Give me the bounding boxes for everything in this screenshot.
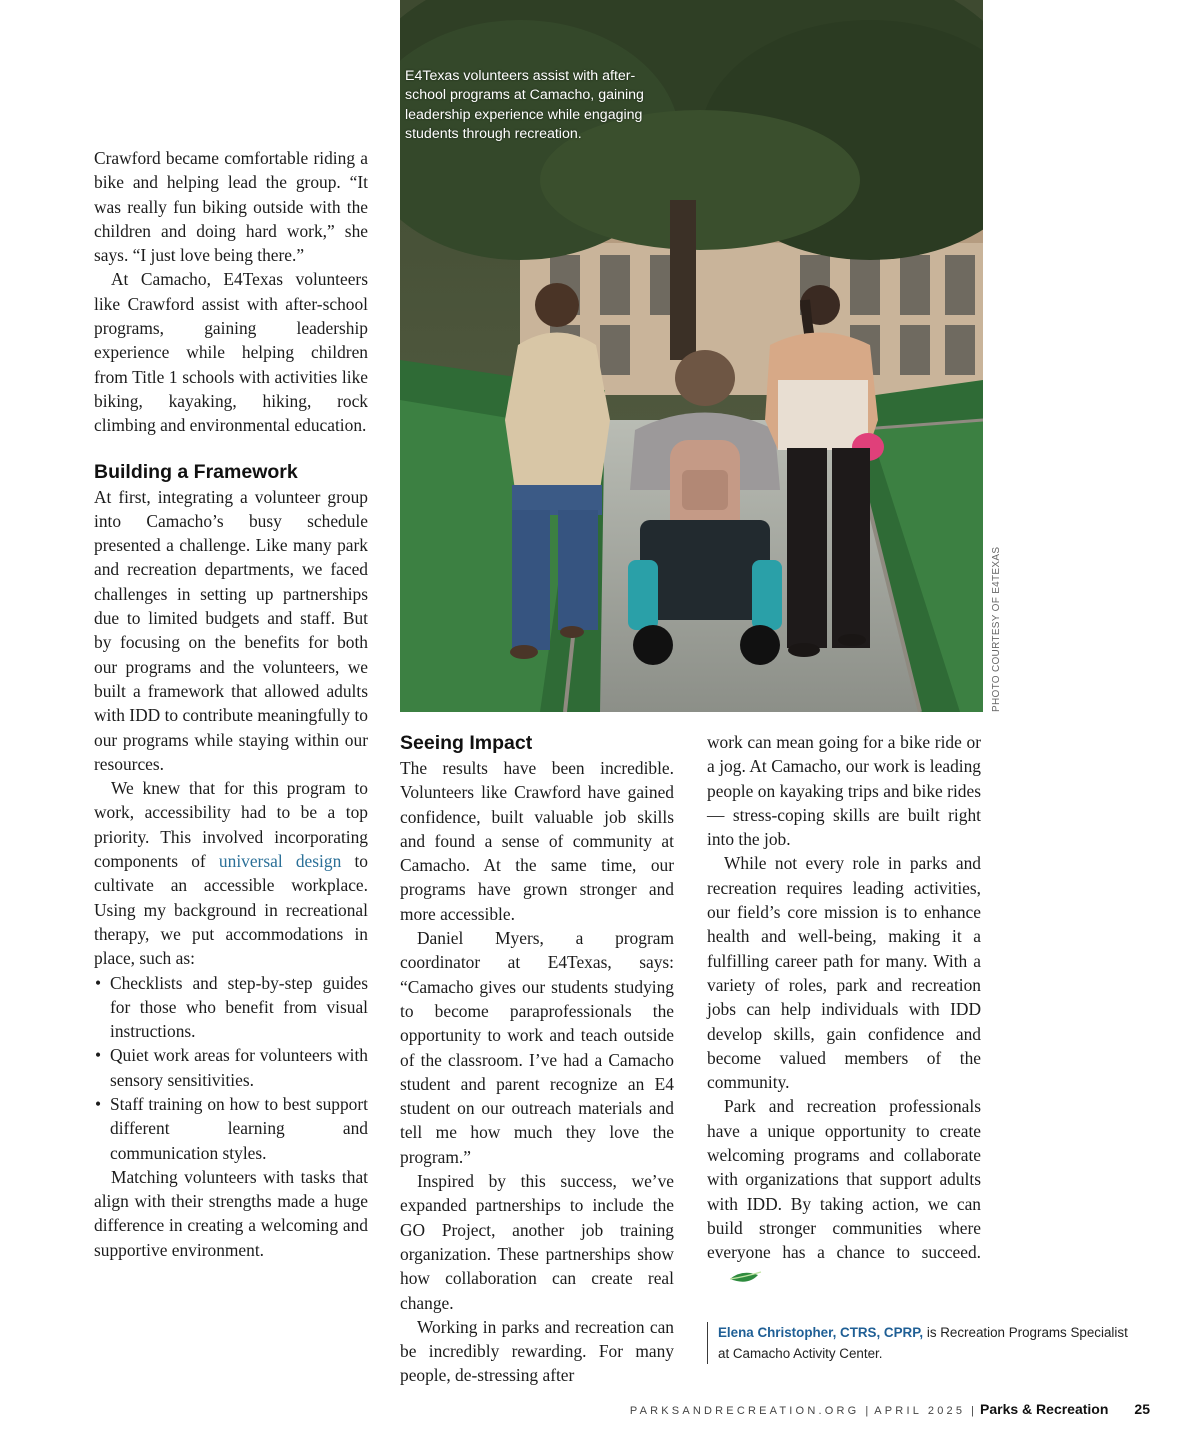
paragraph-integration-challenge: At first, integrating a volunteer group into Camacho’s busy schedule presented a challenge. Like many park and recreation departments, we faced challenges in setting up partnerships due to limited budgets and staff. But by focusing on the benefits for both our programs and the volunteers, we built a framework that allowed adults with IDD to contribute meaningfully to our programs while staying within our resources. [94, 486, 368, 774]
paragraph-partnerships: Inspired by this success, we’ve expanded partnerships to include the GO Project, another job training organization. These partnerships show how collaboration can create real change. [400, 1171, 674, 1313]
photo-credit: PHOTO COURTESY OF E4TEXAS [991, 546, 1002, 712]
author-name: Elena Christopher, CTRS, CPRP, [718, 1325, 924, 1340]
paragraph-matching-volunteers: Matching volunteers with tasks that align with their strengths made a huge difference in creating a welcoming and supportive environment. [94, 1166, 368, 1260]
accommodations-list [94, 971, 368, 1165]
paragraph-results: The results have been incredible. Volunteers like Crawford have gained confidence, built valuable job skills and found a sense of community at Camacho. At the same time, our programs have grown stronger and more accessible. [400, 758, 674, 924]
page-footer [630, 1401, 1150, 1417]
footer-magazine-title: Parks & Recreation [980, 1401, 1109, 1417]
paragraph-accessibility: We knew that for this program to work, accessibility had to be a top priority. This involved incorporating components of universal design to cultivate an accessible workplace. Using my background in recreational therapy, we put accommodations in place, such as: [94, 778, 369, 969]
list-item: • Staff training on how to best support different learning and communication styles. [94, 1092, 368, 1165]
right-column [707, 730, 981, 1292]
leaf-end-mark-icon [711, 1268, 762, 1292]
list-item: • Checklists and step-by-step guides for those who benefit from visual instructions. [94, 971, 368, 1044]
footer-separator: | [971, 1405, 975, 1417]
author-description: is Recreation Programs Specialist at Camacho Activity Center. [718, 1325, 1128, 1361]
footer-website: PARKSANDRECREATION.ORG [629, 1405, 860, 1417]
heading-building-framework: Building a Framework [94, 460, 298, 483]
paragraph-crawford-biking: Crawford became comfortable riding a bike and helping lead the group. “It was really fun biking outside with the children and doing hard work,” she says. “I just love being there.” [94, 148, 368, 266]
author-bio [707, 1322, 1138, 1364]
paragraph-stress-coping: work can mean going for a bike ride or a jog. At Camacho, our work is leading people on kayaking trips and bike rides — stress-coping skills are built right into the job. [707, 732, 981, 850]
paragraph-career-path: While not every role in parks and recreation requires leading activities, our field’s core mission is to enhance health and well-being, making it a fulfilling career path for many. With a variety of roles, park and recreation jobs can help individuals with IDD develop skills, gain confidence and become valued members of the community. [707, 853, 981, 1093]
middle-column [400, 730, 674, 1388]
paragraph-daniel-myers-quote: Daniel Myers, a program coordinator at E4Texas, says: “Camacho gives our students studying to become paraprofessionals the opportunity to work and teach outside of the classroom. I’ve had a Camacho student and parent recognize an E4 student on our outreach materials and tell me how much they love the program.” [400, 928, 674, 1167]
paragraph-rewarding-work: Working in parks and recreation can be incredibly rewarding. For many people, de-stressing after [400, 1316, 674, 1386]
list-item: • Quiet work areas for volunteers with sensory sensitivities. [94, 1043, 368, 1092]
paragraph-conclusion: Park and recreation professionals have a unique opportunity to create welcoming programs and collaborate with organizations that support adults with IDD. By taking action, we can build stronger communities where everyone has a chance to succeed. [707, 1094, 981, 1291]
heading-seeing-impact: Seeing Impact [400, 732, 533, 754]
paragraph-camacho-volunteers: At Camacho, E4Texas volunteers like Crawford assist with after-school programs, gaining leadership experience while helping children from Title 1 schools with activities like biking, kayaking, hiking, rock climbing and environmental education. [94, 269, 368, 436]
photo-caption: E4Texas volunteers assist with after-school programs at Camacho, gaining leadership experience while engaging students through recreation. [405, 68, 644, 143]
left-column [94, 146, 368, 1262]
universal-design-link[interactable]: universal design [218, 851, 342, 872]
page-number: 25 [1134, 1401, 1150, 1417]
footer-separator: | [865, 1405, 869, 1417]
footer-issue-date: APRIL 2025 [874, 1405, 966, 1417]
